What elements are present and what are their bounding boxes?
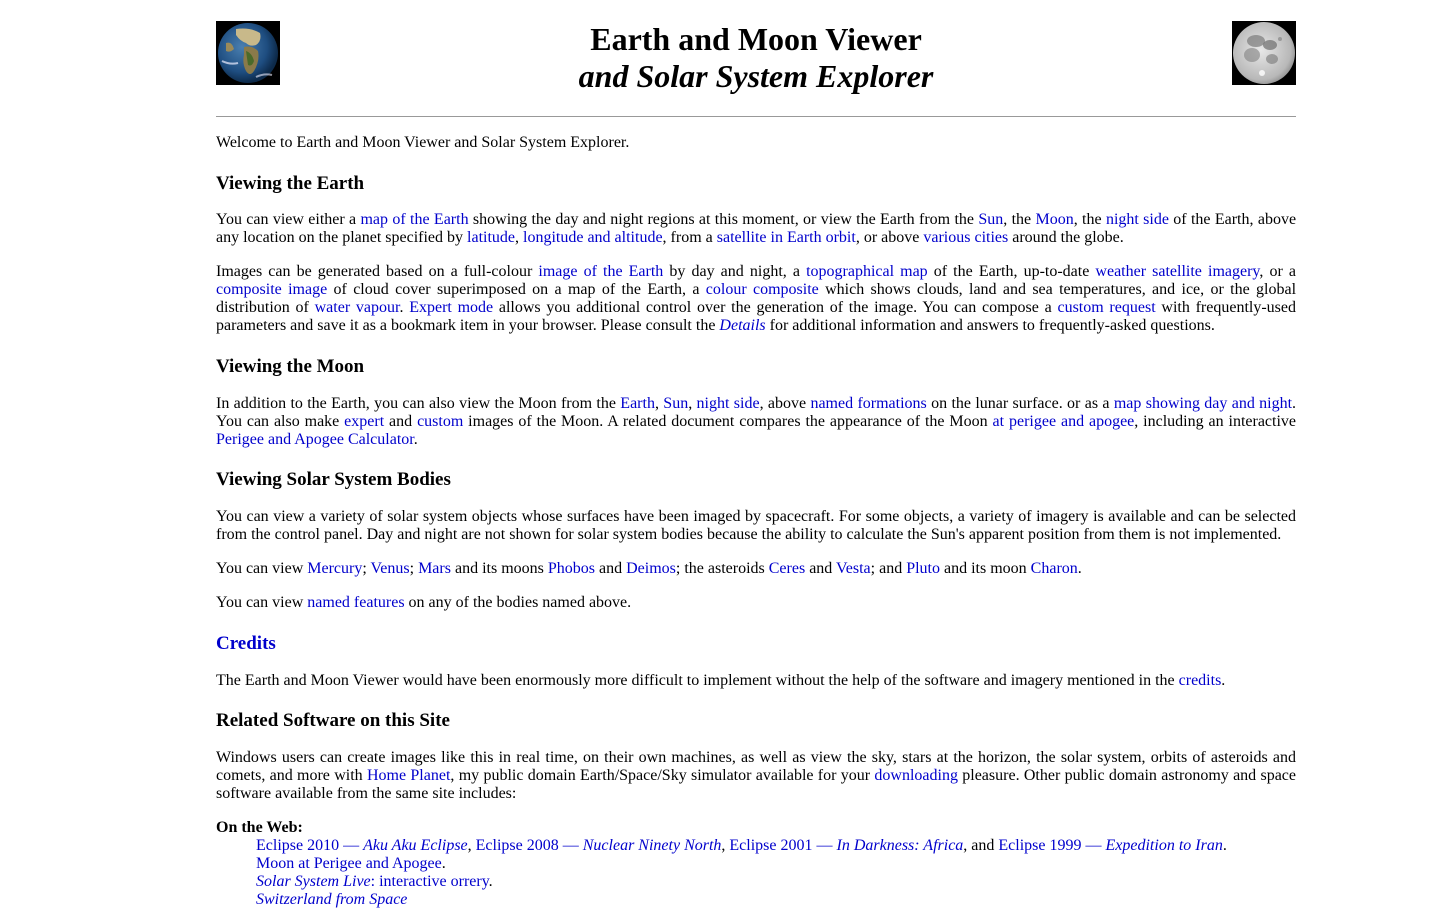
link-credits-heading[interactable]: Credits [216,633,276,654]
text: on any of the bodies named above. [404,594,632,611]
link-weather-satellite[interactable]: weather satellite imagery [1095,263,1260,280]
heading-credits [216,633,1296,655]
link-mercury[interactable]: Mercury [307,560,363,577]
link-expert-mode[interactable]: Expert mode [409,299,494,316]
link-satellite-orbit[interactable]: satellite in Earth orbit [716,229,856,246]
text: Eclipse 2010 — [256,837,364,854]
moon-paragraph [216,395,1296,449]
text: , my public domain Earth/Space/Sky simulator available for your [450,767,875,784]
link-colour-composite[interactable]: colour composite [705,281,819,298]
page [216,0,1297,908]
link-moon-day-night-map[interactable]: map showing day and night [1113,395,1293,412]
web-links-list [256,837,1296,909]
link-eclipse-2008[interactable] [476,837,722,854]
link-credits[interactable]: credits [1178,672,1222,689]
list-item [256,891,1296,909]
list-item [256,837,1296,855]
text: Aku Aku Eclipse [363,837,468,854]
link-water-vapour[interactable]: water vapour [314,299,400,316]
text: around the globe. [1008,229,1124,246]
text: . [441,855,446,872]
link-phobos[interactable]: Phobos [547,560,595,577]
solar-paragraph-1: You can view a variety of solar system objects whose surfaces have been imaged by spacecraft. For some objects, a variety of imagery is available and can be selected from the control panel. Day and night are not shown for solar system bodies because the ability to calculate the Sun's apparent position from them is not implemented. [216,508,1296,543]
text: Switzerland from Space [256,891,408,908]
link-home-planet[interactable]: Home Planet [366,767,451,784]
link-moon-perigee-apogee[interactable]: Moon at Perigee and Apogee [256,855,442,872]
text: allows you additional control over the generation of the image. You can compose a [493,299,1058,316]
text: Eclipse 1999 — [998,837,1106,854]
link-moon-custom[interactable]: custom [417,413,464,430]
list-item [256,855,1296,873]
link-named-features[interactable]: named features [307,594,405,611]
text: and [384,413,418,430]
text: , above [759,395,811,412]
on-the-web-label: On the Web: [216,819,303,836]
link-perigee-calculator[interactable]: Perigee and Apogee Calculator [216,431,414,448]
text: , [654,395,664,412]
link-eclipse-2010[interactable] [256,837,468,854]
text: ; the asteroids [675,560,769,577]
text: Nuclear Ninety North [582,837,722,854]
text: , [467,837,476,854]
link-earth-night-side[interactable]: night side [1105,211,1169,228]
text: , or above [855,229,924,246]
link-image-of-earth[interactable]: image of the Earth [538,263,664,280]
link-moon-night-side[interactable]: night side [696,395,760,412]
text: and its moon [940,560,1031,577]
text: for additional information and answers to frequently-asked questions. [765,317,1215,334]
text: pleasure. Other public domain astronomy and space software available from the same site includes: [216,767,1297,802]
text: , or a [1259,263,1297,280]
link-moon-from-sun[interactable]: Sun [663,395,689,412]
text: You can view [216,594,308,611]
title-line-2: and Solar System Explorer [578,58,934,94]
text: The Earth and Moon Viewer would have been enormously more difficult to implement without the help of the software and imagery mentioned in the [216,672,1179,689]
text: Solar System Live [256,873,371,890]
text: In addition to the Earth, you can also view the Moon from the [216,395,621,412]
text: of the Earth, up-to-date [927,263,1096,280]
text: on the lunar surface. or as a [926,395,1114,412]
link-eclipse-2001[interactable] [729,837,963,854]
link-composite-image[interactable]: composite image [216,281,328,298]
solar-paragraph-3 [216,594,1296,612]
text: Images can be generated based on a full-colour [216,263,539,280]
text: and [805,560,836,577]
text: . [488,873,493,890]
text: In Darkness: Africa [836,837,964,854]
link-details[interactable]: Details [719,317,766,334]
text: , the [1003,211,1036,228]
heading-viewing-earth: Viewing the Earth [216,173,365,194]
text: Windows users can create images like this in real time, on their own machines, as well as view the sky, stars at the horizon, the solar system, orbits of asteroids and comets, and more with [216,749,1296,784]
text: of the Earth, above any location on the planet specified by [216,211,1297,246]
text: You can view either a [216,211,361,228]
page-header [216,0,1296,96]
text: . [399,299,410,316]
text: and [594,560,627,577]
header-divider [216,116,1296,117]
link-latitude[interactable]: latitude [467,229,516,246]
link-custom-request[interactable]: custom request [1057,299,1156,316]
text: of cloud cover superimposed on a map of the Earth, a [327,281,706,298]
title-line-1: Earth and Moon Viewer [590,21,922,57]
text: , the [1073,211,1106,228]
heading-viewing-moon: Viewing the Moon [216,356,365,377]
text: images of the Moon. A related document compares the appearance of the Moon [463,413,993,430]
link-earth-from-sun[interactable]: Sun [978,211,1004,228]
text: . [1077,560,1082,577]
text: and its moons [450,560,548,577]
link-eclipse-1999[interactable] [998,837,1222,854]
link-pluto[interactable]: Pluto [906,560,940,577]
text: , [688,395,697,412]
text: . [413,431,418,448]
text: ; [362,560,371,577]
text: which shows clouds, land and sea temperatures, and ice, or the global distribution of [216,281,1297,316]
earth-paragraph-2 [216,263,1296,335]
link-topographical-map[interactable]: topographical map [806,263,928,280]
link-earth-from-moon[interactable]: Moon [1035,211,1074,228]
text: with frequently-used parameters and save it as a bookmark item in your browser. Please consult the [216,299,1296,334]
link-perigee-apogee[interactable]: at perigee and apogee [992,413,1135,430]
link-various-cities[interactable]: various cities [923,229,1009,246]
text: . [1221,672,1226,689]
link-ceres[interactable]: Ceres [768,560,806,577]
text: , and [963,837,999,854]
earth-paragraph-1 [216,211,1296,247]
link-vesta[interactable]: Vesta [836,560,871,577]
link-longitude-altitude[interactable]: longitude and altitude [523,229,663,246]
text: Expedition to Iran [1105,837,1223,854]
credits-paragraph [216,672,1296,690]
link-moon-expert[interactable]: expert [344,413,385,430]
text: showing the day and night regions at this moment, or view the Earth from the [468,211,979,228]
related-paragraph [216,749,1296,803]
text: Eclipse 2001 — [729,837,837,854]
link-solar-system-live[interactable] [256,873,489,890]
solar-paragraph-2 [216,560,1296,578]
heading-solar-system: Viewing Solar System Bodies [216,469,451,490]
list-item [256,873,1296,891]
link-venus[interactable]: Venus [370,560,410,577]
text: You can view [216,560,308,577]
text: ; and [870,560,907,577]
text: Eclipse 2008 — [475,837,583,854]
text: , [721,837,730,854]
page-title [216,21,1296,95]
text: ; [409,560,419,577]
link-deimos[interactable]: Deimos [626,560,676,577]
link-map-of-earth[interactable]: map of the Earth [360,211,469,228]
link-charon[interactable]: Charon [1030,560,1078,577]
text: , including an interactive [1134,413,1297,430]
link-moon-from-earth[interactable]: Earth [620,395,655,412]
text: , from a [662,229,717,246]
link-mars[interactable]: Mars [418,560,451,577]
text: . You can also make [216,395,1297,430]
link-named-formations[interactable]: named formations [810,395,927,412]
text: . [1222,837,1227,854]
text: , [515,229,524,246]
welcome-text: Welcome to Earth and Moon Viewer and Solar System Explorer. [216,134,630,151]
link-downloading[interactable]: downloading [874,767,958,784]
text: by day and night, a [663,263,807,280]
text: : interactive orrery [370,873,489,890]
heading-related-software: Related Software on this Site [216,710,450,731]
